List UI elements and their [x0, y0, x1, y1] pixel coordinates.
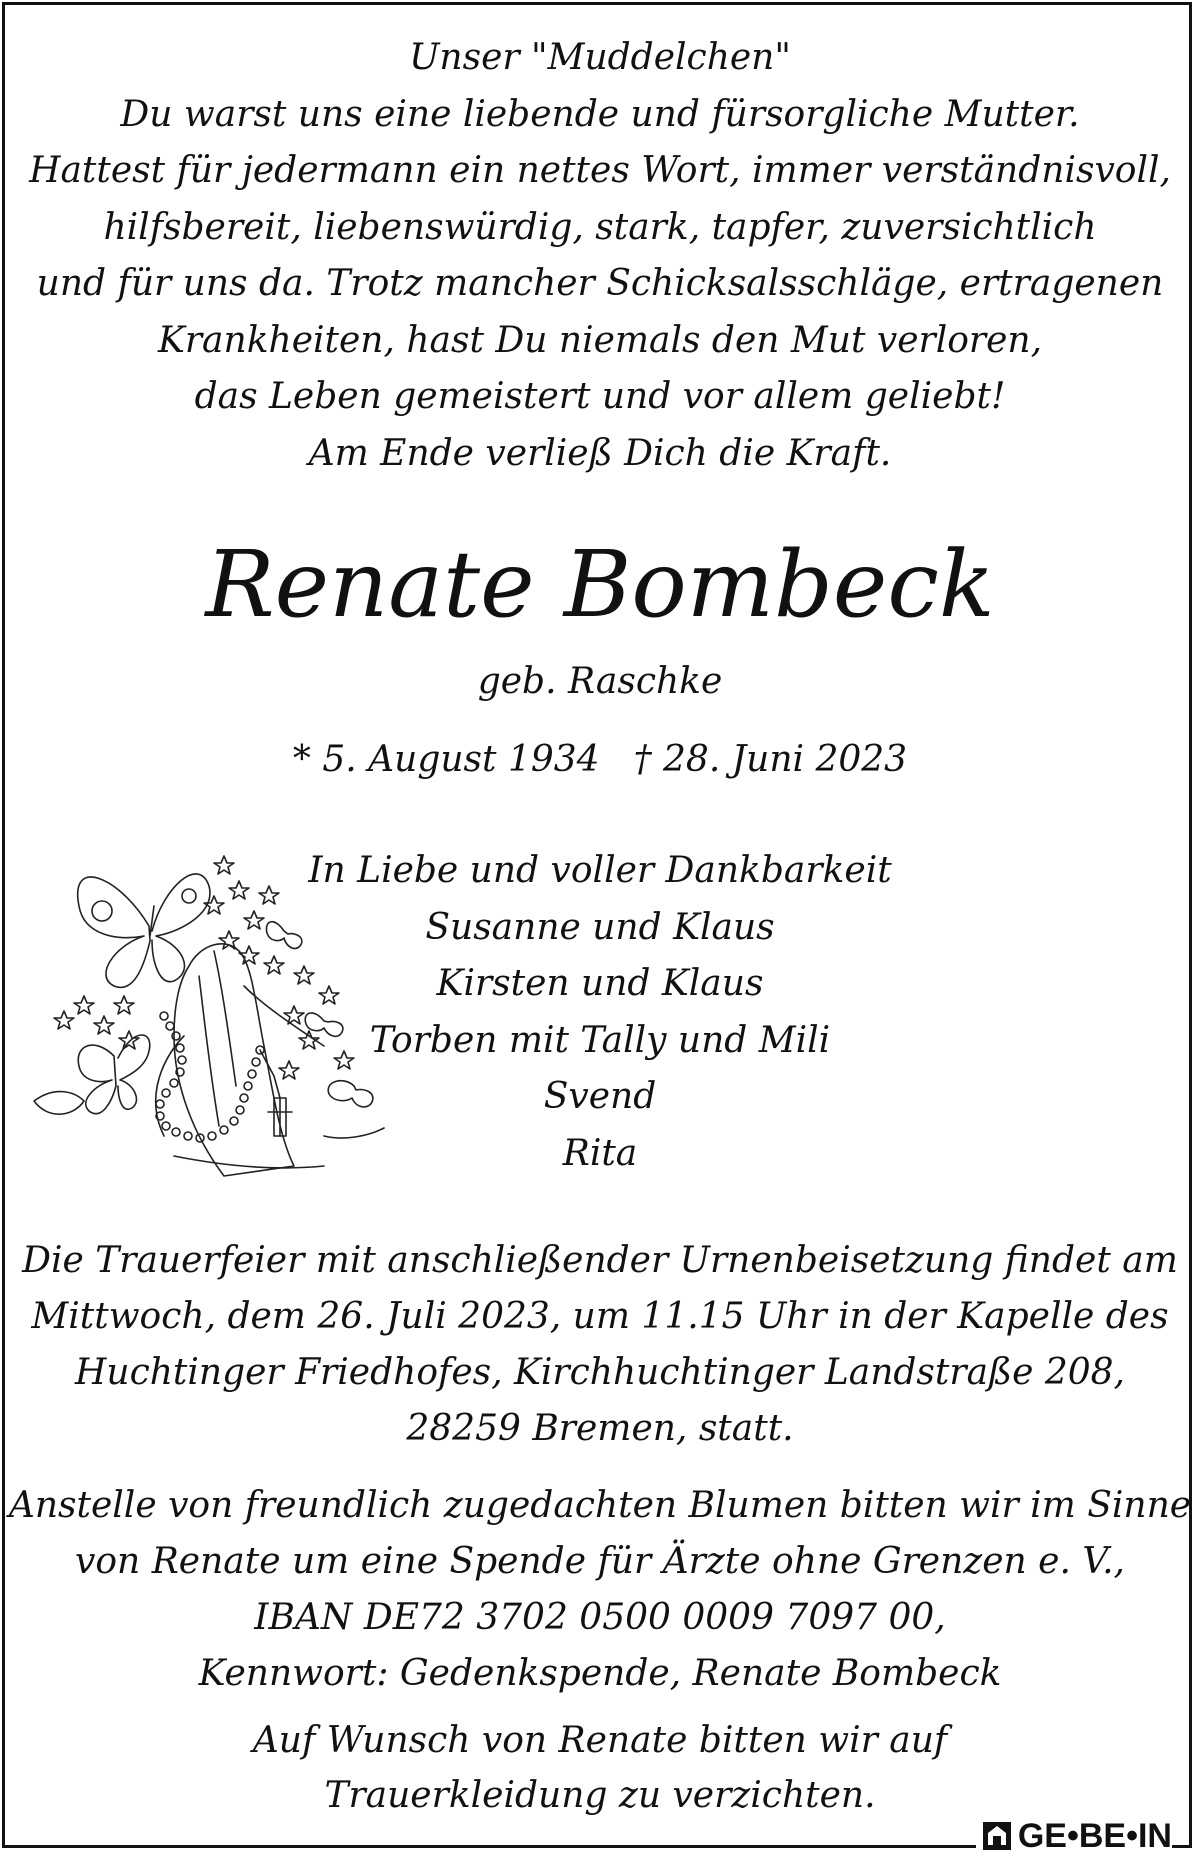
- ceremony-line: Mittwoch, dem 26. Juli 2023, um 11.15 Uhr in der Kapelle des: [31, 1296, 1169, 1337]
- praying-hands-icon: [174, 944, 294, 1176]
- wish-line: Trauerkleidung zu verzichten.: [324, 1775, 876, 1816]
- signer-name: Susanne und Klaus: [425, 906, 775, 948]
- signers-intro: In Liebe und voller Dankbarkeit: [308, 850, 892, 891]
- signers: [300, 843, 900, 1182]
- ceremony-notice: [0, 1233, 1200, 1457]
- birth-date: * 5. August 1934: [292, 739, 600, 780]
- signer-name: Kirsten und Klaus: [436, 963, 764, 1004]
- birth-name: geb. Raschke: [477, 661, 723, 702]
- donation-notice: [0, 1478, 1200, 1702]
- ceremony-line: 28259 Bremen, statt.: [406, 1408, 794, 1449]
- donation-line: Kennwort: Gedenkspende, Renate Bombeck: [198, 1653, 1002, 1694]
- verse-line: Du warst uns eine liebende und fürsorgliche Mutter.: [120, 93, 1080, 135]
- donation-line: IBAN DE72 3702 0500 0009 7097 00,: [254, 1597, 946, 1638]
- ceremony-line: Die Trauerfeier mit anschließender Urnenbeisetzung findet am: [22, 1240, 1178, 1281]
- donation-line: Anstelle von freundlich zugedachten Blumen bitten wir im Sinne: [8, 1485, 1192, 1526]
- gebein-logo-icon: [982, 1821, 1012, 1851]
- life-dates: [0, 738, 1200, 782]
- verse-line: und für uns da. Trotz mancher Schicksalsschläge, ertragenen: [36, 263, 1164, 304]
- donation-line: von Renate um eine Spende für Ärzte ohne Grenzen e. V.,: [75, 1541, 1125, 1582]
- verse-line: Hattest für jedermann ein nettes Wort, immer verständnisvoll,: [29, 150, 1171, 191]
- butterfly-icon: [266, 922, 301, 949]
- signer-name: Torben mit Tally und Mili: [369, 1019, 831, 1061]
- verse-line: hilfsbereit, liebenswürdig, stark, tapfer, zuversichtlich: [103, 206, 1097, 248]
- deceased-name: Renate Bombeck: [205, 531, 995, 638]
- publisher-logo-text: GE•BE•IN: [1017, 1817, 1172, 1855]
- publisher-logo: [976, 1818, 1172, 1854]
- ceremony-line: Huchtinger Friedhofes, Kirchhuchtinger Landstraße 208,: [74, 1352, 1125, 1393]
- death-date: † 28. Juni 2023: [633, 739, 908, 780]
- butterfly-icon: [78, 1045, 116, 1114]
- signer-name: Svend: [543, 1076, 657, 1117]
- signer-name: Rita: [562, 1132, 638, 1174]
- rosary-icon: [156, 1012, 292, 1142]
- verse-line: Krankheiten, hast Du niemals den Mut verloren,: [157, 319, 1043, 361]
- wish-line: Auf Wunsch von Renate bitten wir auf: [252, 1720, 948, 1761]
- verse-line: Unser "Muddelchen": [409, 37, 791, 78]
- verse-line: Am Ende verließ Dich die Kraft.: [308, 432, 892, 474]
- memorial-verse: [0, 30, 1200, 482]
- verse-line: das Leben gemeistert und vor allem geliebt!: [194, 376, 1006, 417]
- butterfly-icon: [78, 877, 150, 987]
- attire-wish: [0, 1713, 1200, 1823]
